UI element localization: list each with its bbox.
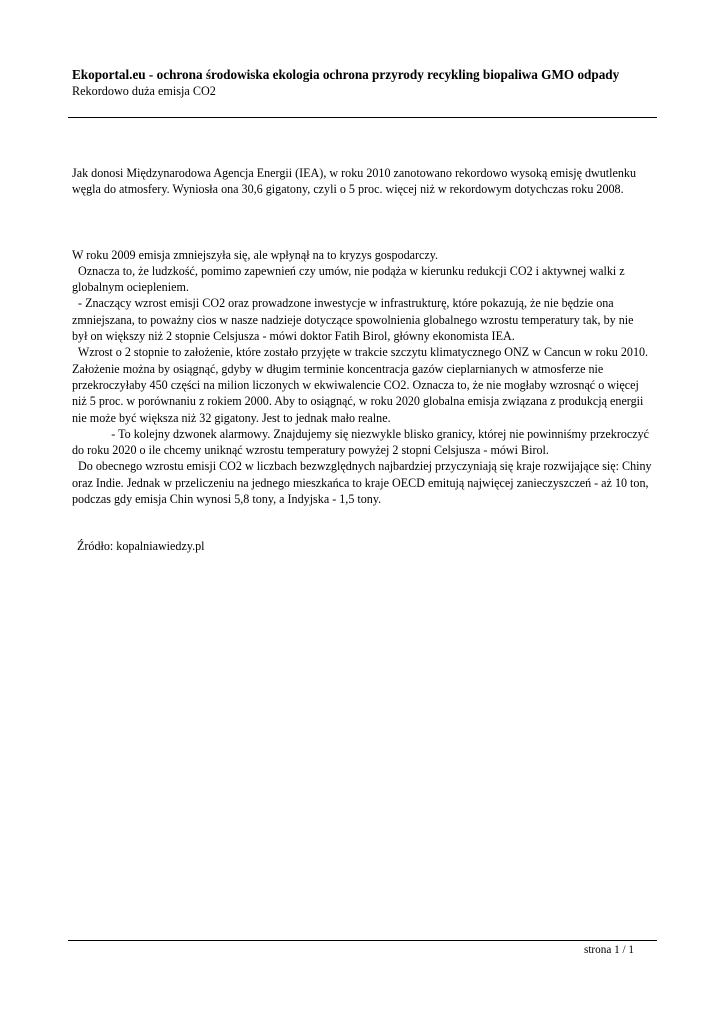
text-line: był on większy niż 2 stopnie Celsjusza - mówi doktor Fatih Birol, główny ekonomista IEA. — [72, 329, 515, 344]
site-title: Ekoportal.eu - ochrona środowiska ekologia ochrona przyrody recykling biopaliwa GMO odpady — [72, 67, 620, 82]
text-line: Do obecnego wzrostu emisji CO2 w liczbach bezwzględnych najbardziej przyczyniają się kraje rozwijające się: Chiny — [72, 459, 652, 474]
page-number: strona 1 / 1 — [583, 944, 634, 956]
text-line: do roku 2020 o ile chcemy uniknąć wzrostu temperatury powyżej 2 stopni Celsjusza - mówi Birol. — [72, 443, 549, 458]
text-line: - Znaczący wzrost emisji CO2 oraz prowadzone inwestycje w infrastrukturę, które pokazują, że nie będzie ona — [72, 296, 614, 311]
text-line: nie może być większa niż 32 gigatony. Jest to jednak mało realne. — [72, 410, 391, 425]
lead-paragraph — [72, 165, 658, 198]
text-line: przekroczyłaby 450 części na milion liczonych w ekwiwalencie CO2. Oznacza to, że nie mogłaby wzrosnąć o więcej — [72, 377, 639, 392]
text-line: W roku 2009 emisja zmniejszyła się, ale wpłynął na to kryzys gospodarczy. — [72, 247, 439, 262]
header-divider — [68, 117, 657, 118]
article-title: Rekordowo duża emisja CO2 — [72, 84, 216, 98]
text-line: niż 5 proc. w porównaniu z rokiem 2000. Aby to osiągnąć, w roku 2020 globalna emisja związana z produkcją energii — [72, 394, 644, 409]
text-line: Oznacza to, że ludzkość, pomimo zapewnień czy umów, nie podąża w kierunku redukcji CO2 i aktywnej walki z — [72, 263, 625, 278]
text-line: globalnym ociepleniem. — [72, 280, 189, 295]
text-line: Jak donosi Międzynarodowa Agencja Energii (IEA), w roku 2010 zanotowano rekordowo wysoką emisję dwutlenku — [72, 166, 637, 180]
text-line: podczas gdy emisja Chin wynosi 5,8 tony, a Indyjska - 1,5 tony. — [72, 492, 382, 507]
text-line: węgla do atmosfery. Wyniosła ona 30,6 gigatony, czyli o 5 proc. więcej niż w rekordowym dotychczas roku 2008. — [72, 182, 624, 197]
article-body — [72, 247, 658, 508]
footer-divider — [68, 940, 657, 941]
article-content — [72, 165, 658, 555]
source-attribution: Źródło: kopalniawiedzy.pl — [77, 539, 205, 554]
text-line: oraz Indie. Jednak w przeliczeniu na jednego mieszkańca to kraje OECD emitują najwięcej zanieczyszczeń - aż 10 ton, — [72, 475, 649, 490]
page-header — [72, 66, 658, 99]
text-line: Założenie można by osiągnąć, gdyby w długim terminie koncentracja gazów cieplarnianych w atmosferze nie — [72, 361, 604, 376]
text-line: - To kolejny dzwonek alarmowy. Znajdujemy się niezwykle blisko granicy, której nie powinniśmy przekroczyć — [72, 426, 650, 441]
text-line: zmniejszana, to poważny cios w nasze nadzieje dotyczące spowolnienia globalnego wzrostu temperatury tak, by nie — [72, 312, 634, 327]
text-line: Wzrost o 2 stopnie to założenie, które zostało przyjęte w trakcie szczytu klimatycznego ONZ w Cancun w roku 2010. — [72, 345, 649, 360]
